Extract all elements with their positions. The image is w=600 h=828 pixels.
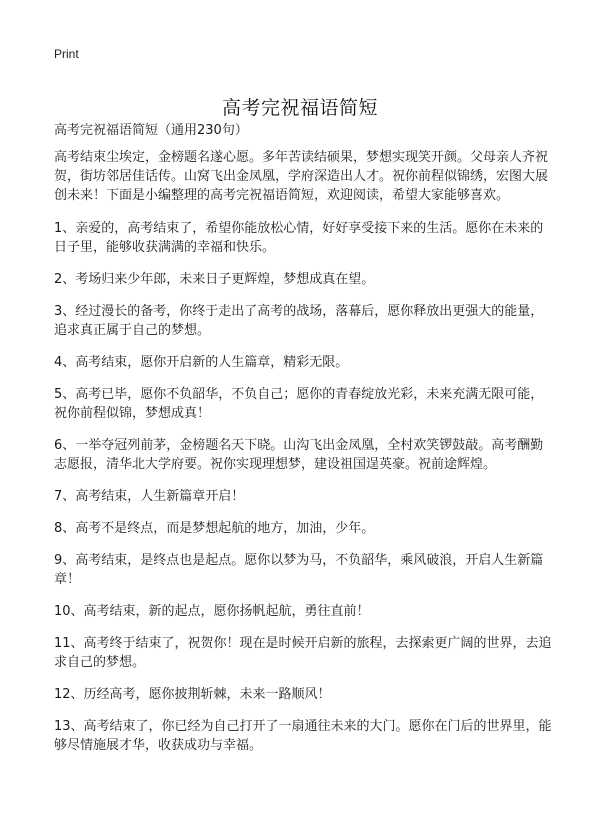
blessing-item-13: 13、高考结束了，你已经为自己打开了一扇通往未来的大门。愿你在门后的世界里，能够尽情施展才华，收获成功与幸福。 — [54, 719, 552, 753]
blessing-item-7: 7、高考结束，人生新篇章开启！ — [54, 489, 245, 504]
blessing-item-2: 2、考场归来少年郎，未来日子更辉煌，梦想成真在望。 — [54, 272, 375, 287]
page-title: 高考完祝福语简短 — [221, 96, 378, 119]
blessing-item-10: 10、高考结束，新的起点，愿你扬帆起航，勇往直前！ — [54, 604, 370, 619]
doc-subtitle: 高考完祝福语简短（通用230句） — [54, 123, 248, 138]
blessing-item-3: 3、经过漫长的备考，你终于走出了高考的战场，落幕后，愿你释放出更强大的能量，追求真正属于自己的梦想。 — [54, 304, 544, 338]
blessing-item-5: 5、高考已毕，愿你不负韶华，不负自己；愿你的青春绽放光彩，未来充满无限可能，祝你前程似锦，梦想成真！ — [54, 387, 544, 421]
intro-paragraph: 高考结束尘埃定，金榜题名遂心愿。多年苦读结硕果，梦想实现笑开颜。父母亲人齐祝贺，街坊邻居佳话传。山窝飞出金凤凰，学府深造出人才。祝你前程似锦绣，宏图大展创未来！下面是小编整理的高考完祝福语简短，欢迎阅读，希望大家能够喜欢。 — [54, 150, 549, 203]
blessing-item-12: 12、历经高考，愿你披荆斩棘，未来一路顺风！ — [54, 687, 331, 702]
blessing-item-4: 4、高考结束，愿你开启新的人生篇章，精彩无限。 — [54, 355, 349, 370]
blessing-item-11: 11、高考终于结束了，祝贺你！现在是时候开启新的旅程，去探索更广阔的世界，去追求自己的梦想。 — [54, 636, 552, 670]
doc-body — [54, 148, 554, 768]
blessing-item-9: 9、高考结束，是终点也是起点。愿你以梦为马，不负韶华，乘风破浪，开启人生新篇章！ — [54, 553, 544, 587]
blessing-item-8: 8、高考不是终点，而是梦想起航的地方，加油，少年。 — [54, 521, 375, 536]
blessing-item-6: 6、一举夺冠列前茅，金榜题名天下晓。山沟飞出金凤凰，全村欢笑锣鼓敲。高考酬勤志愿报，清华北大学府要。祝你实现理想梦，建设祖国逞英豪。祝前途辉煌。 — [54, 438, 544, 472]
print-link[interactable]: Print — [54, 47, 79, 61]
blessing-item-1: 1、亲爱的，高考结束了，希望你能放松心情，好好享受接下来的生活。愿你在未来的日子里，能够收获满满的幸福和快乐。 — [54, 221, 544, 255]
